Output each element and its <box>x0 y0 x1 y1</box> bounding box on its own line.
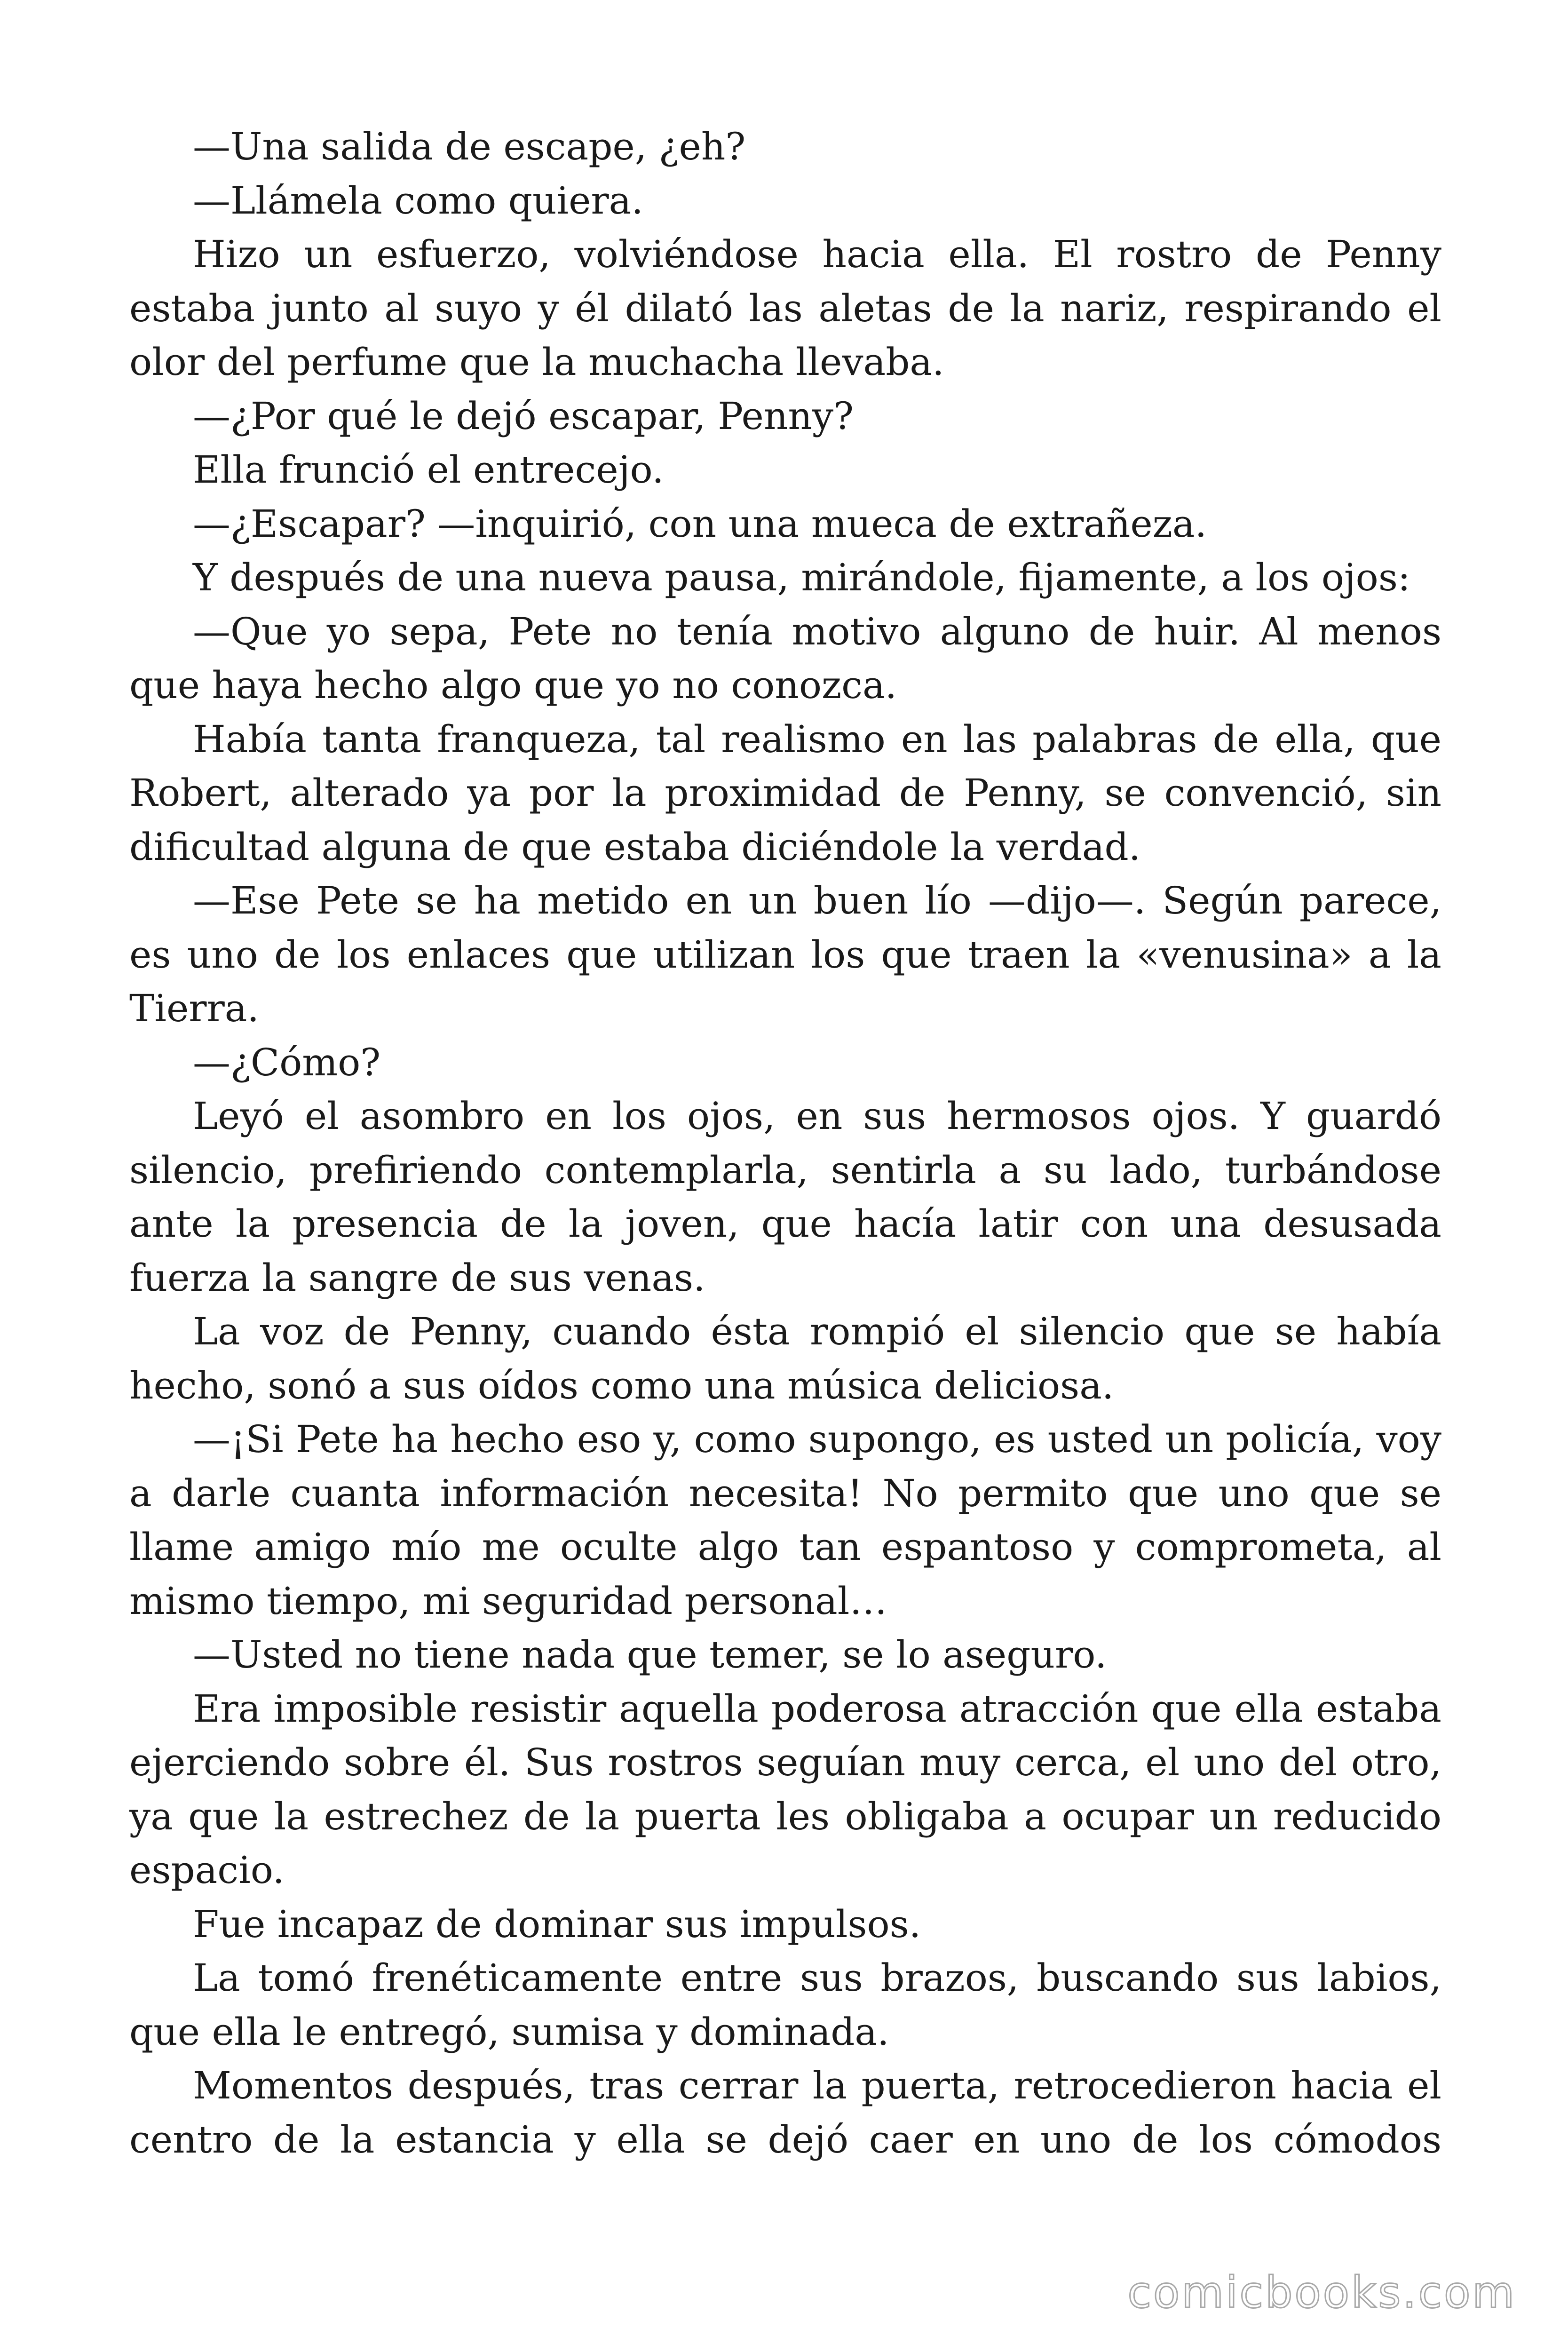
paragraph: —Ese Pete se ha metido en un buen lío —dijo—. Según parece, es uno de los enlaces que utilizan los que traen la «venusina» a la Tierra. <box>129 879 1441 1030</box>
paragraph: Ella frunció el entrecejo. <box>193 448 664 492</box>
paragraph: —¿Por qué le dejó escapar, Penny? <box>193 394 854 438</box>
paragraph: Leyó el asombro en los ojos, en sus hermosos ojos. Y guardó silencio, prefiriendo contemplarla, sentirla a su lado, turbándose ante la presencia de la joven, que hacía latir con una desusada fuerza la sangre de sus venas. <box>129 1094 1441 1300</box>
paragraph: La tomó frenéticamente entre sus brazos, buscando sus labios, que ella le entregó, sumisa y dominada. <box>129 1956 1441 2054</box>
paragraph: Había tanta franqueza, tal realismo en las palabras de ella, que Robert, alterado ya por la proximidad de Penny, se convenció, sin dificultad alguna de que estaba diciéndole la verdad. <box>129 717 1441 869</box>
paragraph: Fue incapaz de dominar sus impulsos. <box>193 1902 921 1946</box>
paragraph: —Llámela como quiera. <box>193 178 643 222</box>
paragraph: Era imposible resistir aquella poderosa atracción que ella estaba ejerciendo sobre él. Sus rostros seguían muy cerca, el uno del otro, ya que la estrechez de la puerta les obligaba a ocupar un reducido espacio. <box>129 1686 1441 1892</box>
page-text <box>129 120 1441 2167</box>
paragraph: Y después de una nueva pausa, mirándole, fijamente, a los ojos: <box>193 556 1410 599</box>
paragraph: —¡Si Pete ha hecho eso y, como supongo, es usted un policía, voy a darle cuanta información necesita! No permito que uno que se llame amigo mío me oculte algo tan espantoso y comprometa, al mismo tiempo, mi seguridad personal… <box>129 1417 1441 1623</box>
paragraph: La voz de Penny, cuando ésta rompió el silencio que se había hecho, sonó a sus oídos como una música deliciosa. <box>129 1310 1441 1407</box>
paragraph: —¿Cómo? <box>193 1040 381 1084</box>
paragraph: —Una salida de escape, ¿eh? <box>193 125 746 168</box>
paragraph: Hizo un esfuerzo, volviéndose hacia ella. El rostro de Penny estaba junto al suyo y él dilató las aletas de la nariz, respirando el olor del perfume que la muchacha llevaba. <box>129 232 1441 384</box>
paragraph: —Usted no tiene nada que temer, se lo aseguro. <box>193 1633 1107 1677</box>
watermark: comicbooks.com <box>1127 2267 1516 2318</box>
paragraph: —¿Escapar? —inquirió, con una mueca de extrañeza. <box>193 501 1207 546</box>
paragraph: —Que yo sepa, Pete no tenía motivo alguno de huir. Al menos que haya hecho algo que yo no conozca. <box>129 609 1441 707</box>
paragraph-continues: Momentos después, tras cerrar la puerta, retrocedieron hacia el centro de la estancia y ella se dejó caer en uno de los cómodos <box>129 2064 1441 2161</box>
